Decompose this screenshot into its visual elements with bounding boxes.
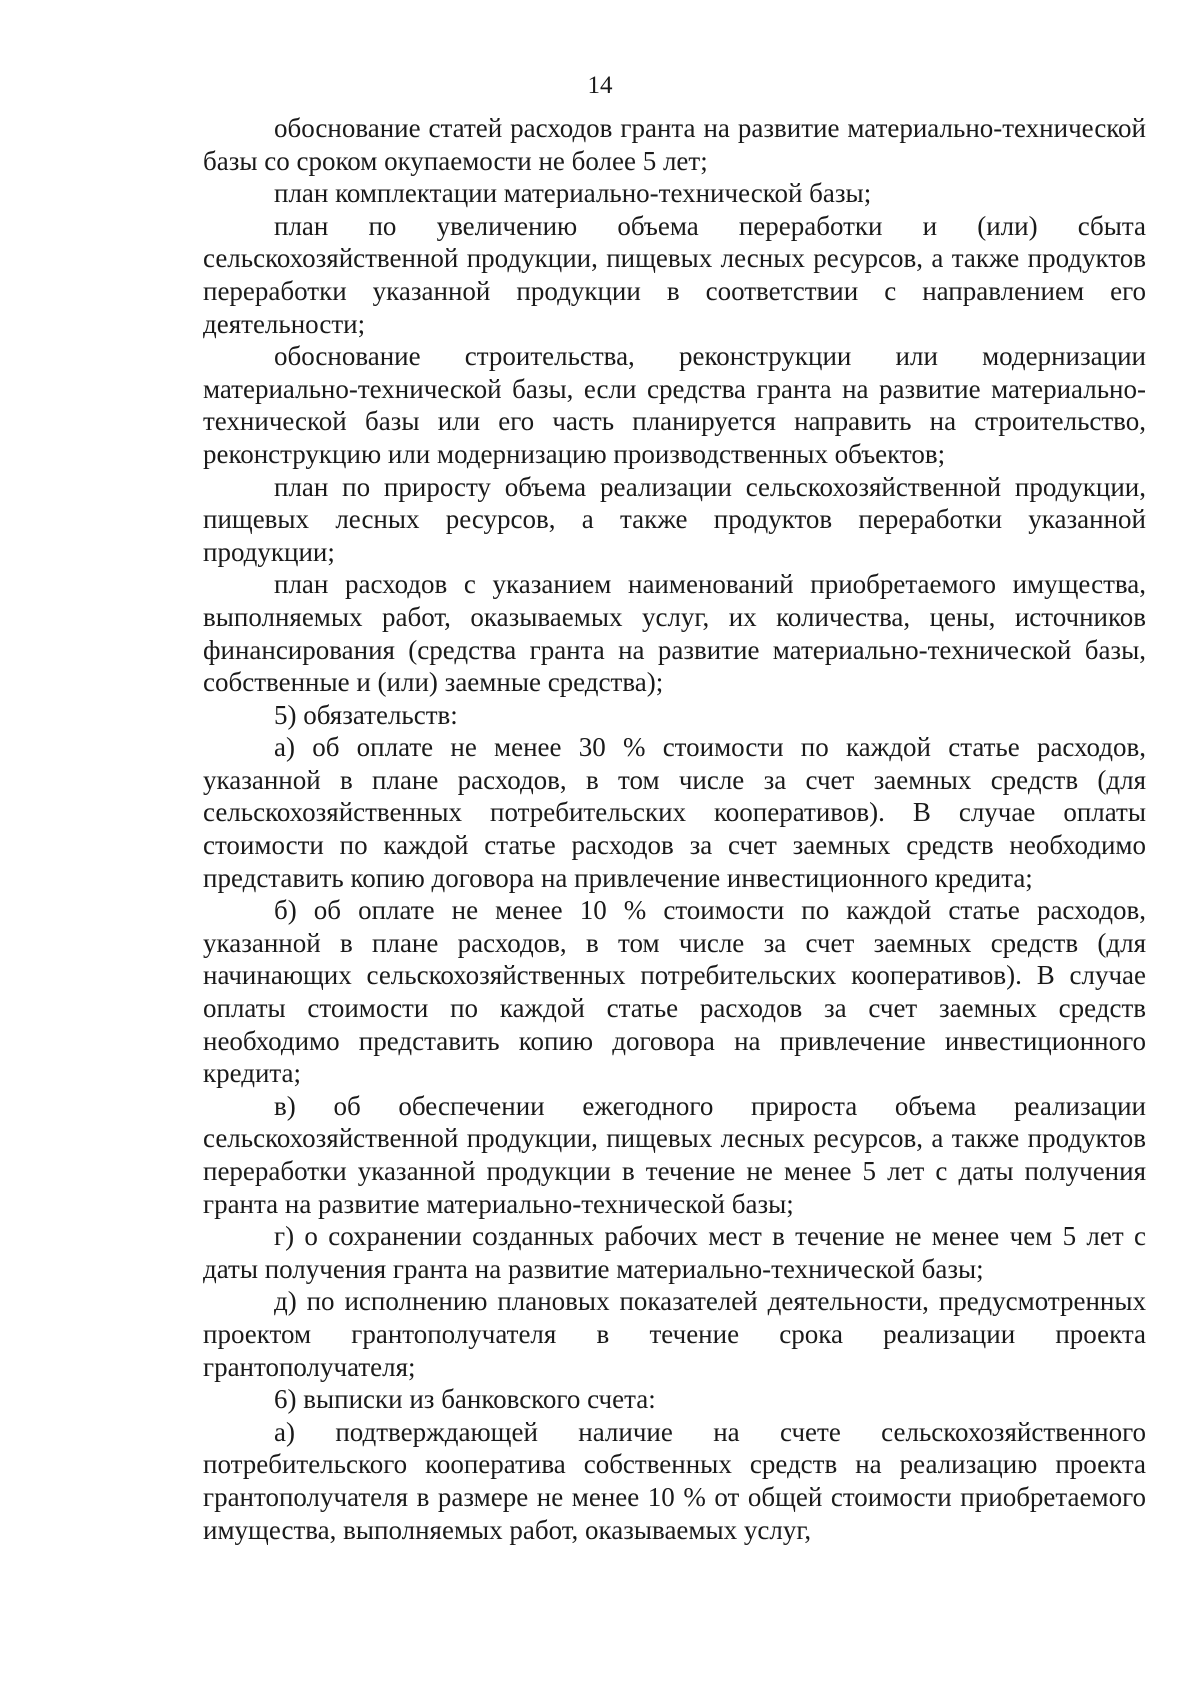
paragraph-sales-growth-plan: план по приросту объема реализации сельскохозяйственной продукции, пищевых лесных ресурсов, а также продуктов переработки указанной продукции; <box>203 471 1146 567</box>
paragraph-equipment-plan: план комплектации материально-технической базы; <box>274 178 872 209</box>
paragraph-expense-plan: план расходов с указанием наименований приобретаемого имущества, выполняемых работ, оказываемых услуг, их количества, цены, источников финансирования (средства гранта на развитие материально-технической базы, собственные и (или) заемные средства); <box>203 569 1146 698</box>
paragraph-cost-items-justification: обоснование статей расходов гранта на развитие материально-технической базы со сроком окупаемости не более 5 лет; <box>203 113 1146 176</box>
paragraph-construction-justification: обоснование строительства, реконструкции или модернизации материально-технической базы, если средства гранта на развитие материально-технической базы или его часть планируется направить на строительство, реконструкцию или модернизацию производственных объектов; <box>203 341 1146 469</box>
paragraph-obligations-heading: 5) обязательств: <box>274 699 458 730</box>
paragraph-bank-statements-heading: 6) выписки из банковского счета: <box>274 1384 656 1415</box>
page-number: 14 <box>587 72 613 99</box>
document-body <box>203 112 1146 1546</box>
paragraph-processing-volume-plan: план по увеличению объема переработки и (или) сбыта сельскохозяйственной продукции, пищевых лесных ресурсов, а также продуктов переработки указанной продукции в соответствии с направлением его деятельности; <box>203 210 1146 339</box>
paragraph-obligation-d: д) по исполнению плановых показателей деятельности, предусмотренных проектом грантополучателя в течение срока реализации проекта грантополучателя; <box>203 1286 1146 1382</box>
paragraph-obligation-v: в) об обеспечении ежегодного прироста объема реализации сельскохозяйственной продукции, пищевых лесных ресурсов, а также продуктов переработки указанной продукции в течение не менее 5 лет с даты получения гранта на развитие материально-технической базы; <box>203 1090 1146 1219</box>
paragraph-bank-statement-a: а) подтверждающей наличие на счете сельскохозяйственного потребительского кооператива собственных средств на реализацию проекта грантополучателя в размере не менее 10 % от общей стоимости приобретаемого имущества, выполняемых работ, оказываемых услуг, <box>203 1416 1146 1545</box>
paragraph-obligation-a: а) об оплате не менее 30 % стоимости по каждой статье расходов, указанной в плане расходов, в том числе за счет заемных средств (для сельскохозяйственных потребительских кооперативов). В случае оплаты стоимости по каждой статье расходов за счет заемных средств необходимо представить копию договора на привлечение инвестиционного кредита; <box>203 732 1146 893</box>
paragraph-obligation-g: г) о сохранении созданных рабочих мест в течение не менее чем 5 лет с даты получения гранта на развитие материально-технической базы; <box>203 1221 1146 1284</box>
paragraph-obligation-b: б) об оплате не менее 10 % стоимости по каждой статье расходов, указанной в плане расходов, в том числе за счет заемных средств (для начинающих сельскохозяйственных потребительских кооперативов). В случае оплаты стоимости по каждой статье расходов за счет заемных средств необходимо представить копию договора на привлечение инвестиционного кредита; <box>203 895 1146 1089</box>
